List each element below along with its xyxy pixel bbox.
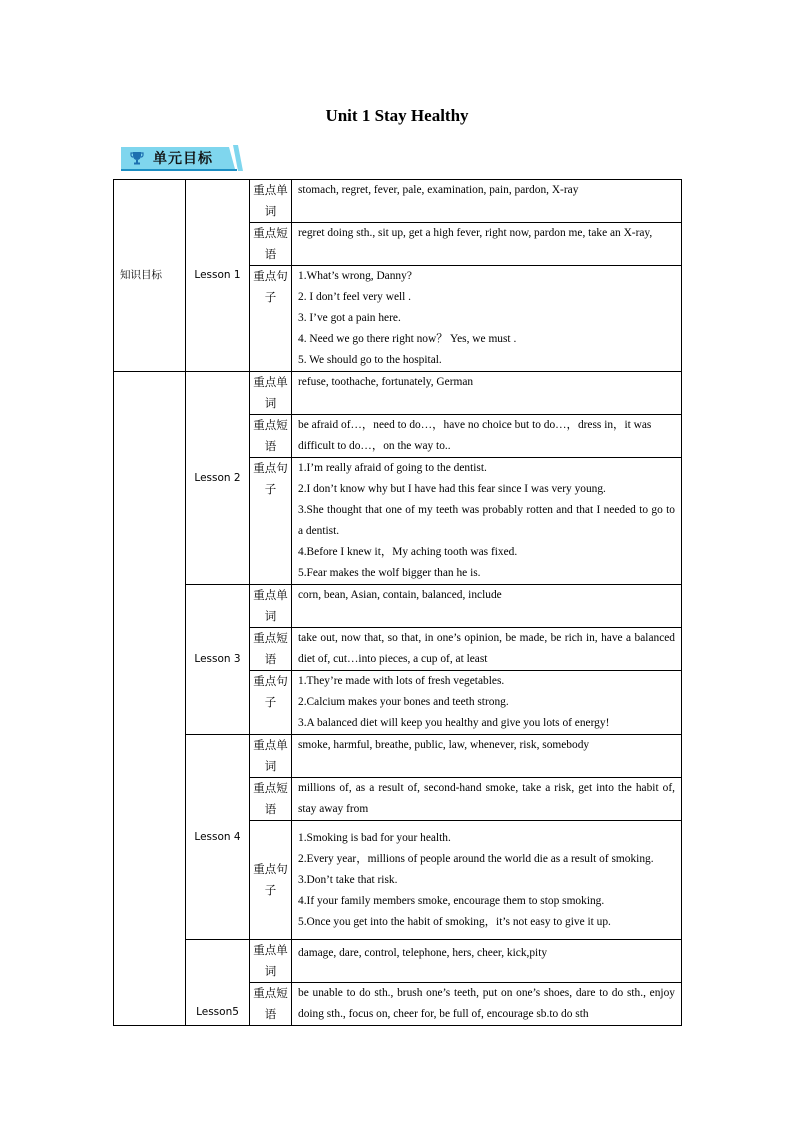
trophy-icon [130, 151, 144, 165]
sentence: 1.I’m really afraid of going to the dentist. [298, 462, 487, 474]
lesson-name: Lesson 1 [186, 180, 250, 372]
phrases-cell: be unable to do sth., brush one’s teeth, put on one’s shoes, dare to do sth., enjoy doing sth., focus on, cheer for, be full of, encourage sb.to do sth [292, 983, 682, 1026]
table-row [114, 940, 682, 983]
words-cell: refuse, toothache, fortunately, German [292, 372, 682, 415]
sentence: 1.Smoking is bad for your health. [298, 831, 451, 844]
lesson-name: Lesson 2 [186, 372, 250, 585]
lesson-name: Lesson 3 [186, 585, 250, 735]
phrases-cell: take out, now that, so that, in one’s opinion, be made, be rich in, have a balanced diet of, cut…into pieces, a cup of, at least [292, 628, 682, 671]
sentence: 4. Need we go there right now？ Yes, we must . [298, 333, 517, 345]
sentences-cell [292, 458, 682, 585]
phrases-label: 重点短语 [250, 223, 292, 266]
sentences-label: 重点句子 [250, 671, 292, 735]
words-cell: damage, dare, control, telephone, hers, cheer, kick,pity [292, 940, 682, 983]
phrases-label: 重点短语 [250, 415, 292, 458]
sentences-cell [292, 821, 682, 940]
category-cell: 知识目标 [114, 180, 186, 372]
sentence: 5. We should go to the hospital. [298, 354, 442, 366]
sentence: 3.Don’t take that risk. [298, 873, 398, 886]
sentence: 1.What’s wrong, Danny? [298, 270, 412, 282]
sentence: 4.If your family members smoke, encourage them to stop smoking. [298, 894, 605, 907]
table-row [114, 585, 682, 628]
sentence: 3.A balanced diet will keep you healthy and give you lots of energy! [298, 717, 610, 729]
words-label: 重点单词 [250, 585, 292, 628]
page-title: Unit 1 Stay Healthy [325, 106, 469, 125]
table-row [114, 735, 682, 778]
lesson-name: Lesson5 [186, 940, 250, 1026]
words-cell: stomach, regret, fever, pale, examination, pain, pardon, X-ray [292, 180, 682, 223]
phrases-label: 重点短语 [250, 983, 292, 1026]
table-row [114, 180, 682, 223]
lesson-name: Lesson 4 [186, 735, 250, 940]
sentence: 4.Before I knew it，My aching tooth was fixed. [298, 546, 518, 558]
sentence: 2.Calcium makes your bones and teeth strong. [298, 696, 509, 708]
sentence: 2.I don’t know why but I have had this fear since I was very young. [298, 483, 606, 495]
sentence: 5.Fear makes the wolf bigger than he is. [298, 567, 481, 579]
sentence: 1.They’re made with lots of fresh vegetables. [298, 675, 505, 687]
words-label: 重点单词 [250, 940, 292, 983]
words-cell: smoke, harmful, breathe, public, law, whenever, risk, somebody [292, 735, 682, 778]
category-cell-continued [114, 372, 186, 1026]
phrases-label: 重点短语 [250, 778, 292, 821]
words-cell: corn, bean, Asian, contain, balanced, include [292, 585, 682, 628]
phrases-cell: be afraid of…，need to do…，have no choice but to do…，dress in，it was difficult to do…，on the way to.. [292, 415, 682, 458]
sentences-label: 重点句子 [250, 458, 292, 585]
sentences-cell [292, 266, 682, 372]
section-label: 单元目标 [153, 151, 213, 167]
sentence: 3.She thought that one of my teeth was probably rotten and that I needed to go to a dentist. [298, 504, 675, 537]
words-label: 重点单词 [250, 372, 292, 415]
sentences-label: 重点句子 [250, 266, 292, 372]
sentence: 3. I’ve got a pain here. [298, 312, 401, 324]
goals-table [113, 179, 682, 1026]
phrases-cell: regret doing sth., sit up, get a high fever, right now, pardon me, take an X-ray, [292, 223, 682, 266]
sentence: 2. I don’t feel very well . [298, 291, 412, 303]
sentences-label: 重点句子 [250, 821, 292, 940]
sentences-cell [292, 671, 682, 735]
words-label: 重点单词 [250, 180, 292, 223]
table-row [114, 372, 682, 415]
sentence: 5.Once you get into the habit of smoking，it’s not easy to give it up. [298, 915, 611, 928]
sentence: 2.Every year，millions of people around the world die as a result of smoking. [298, 852, 654, 865]
phrases-cell: millions of, as a result of, second-hand smoke, take a risk, get into the habit of, stay away from [292, 778, 682, 821]
phrases-label: 重点短语 [250, 628, 292, 671]
words-label: 重点单词 [250, 735, 292, 778]
